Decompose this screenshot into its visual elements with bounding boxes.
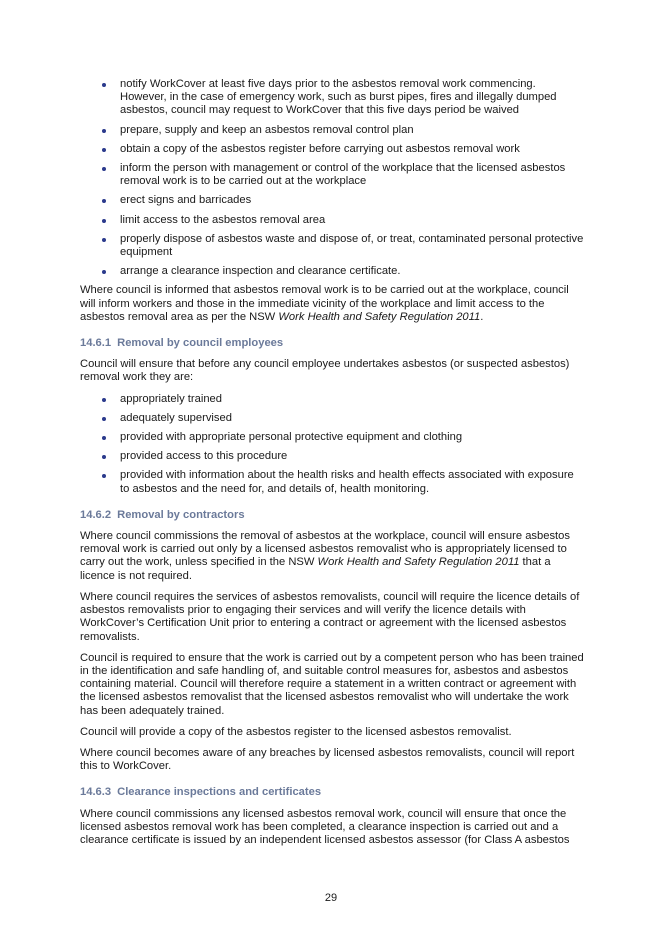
section-heading-contractors [80, 509, 585, 522]
regulation-citation: Work Health and Safety Regulation 2011 [278, 310, 481, 323]
list-item [80, 450, 585, 463]
list-item-text: adequately supervised [120, 411, 232, 424]
list-item-text: erect signs and barricades [120, 194, 252, 207]
section-title: Removal by contractors [117, 508, 245, 521]
bullet-icon [102, 270, 106, 274]
list-item-text: properly dispose of asbestos waste and dispose of, or treat, contaminated personal protective equipment [120, 232, 584, 259]
list-item [80, 78, 585, 118]
list-item-text: provided with information about the health risks and health effects associated with exposure to asbestos and the need for, and details of, health monitoring. [120, 469, 574, 495]
list-item [80, 469, 585, 495]
bullet-icon [102, 474, 106, 478]
document-page [80, 78, 585, 855]
bullet-icon [102, 398, 106, 402]
list-item-text: appropriately trained [120, 392, 222, 405]
inform-workers-paragraph: Where council is informed that asbestos removal work is to be carried out at the workplace, council will inform workers and those in the immediate vicinity of the workplace and limit access to the asbestos removal area as per the NSW Work Health and Safety Regulation 2011. [80, 284, 569, 323]
page-number: 29 [324, 892, 338, 904]
contractor-paragraph-4: Council will provide a copy of the asbestos register to the licensed asbestos removalist. [80, 725, 512, 738]
list-item [80, 412, 585, 425]
contractor-paragraph-3: Council is required to ensure that the work is carried out by a competent person who has been trained in the identification and safe handling of, and suitable control measures for, asbestos and asbestos containing material. Council will therefore require a statement in a written contract or agreement with the licensed asbestos removalist that the licensed asbestos removalist who will undertake the work has been adequately trained. [80, 651, 584, 717]
list-item-text: inform the person with management or control of the workplace that the licensed asbestos removal work is to be carried out at the workplace [120, 162, 566, 188]
list-item [80, 194, 585, 207]
bullet-icon [102, 417, 106, 421]
contractor-paragraph-1: Where council commissions the removal of asbestos at the workplace, council will ensure asbestos removal work is carried out only by a licensed asbestos removalist who is appropriately licensed to carry out the work, unless specified in the NSW Work Health and Safety Regulation 2011 that a licence is not required. [80, 530, 570, 582]
clearance-paragraph-1: Where council commissions any licensed asbestos removal work, council will ensure that once the licensed asbestos removal work has been completed, a clearance inspection is carried out and a clearance certificate is issued by an independent licensed asbestos assessor (for Class A asbestos [80, 807, 570, 846]
list-item [80, 214, 585, 227]
section-title: Removal by council employees [117, 337, 284, 350]
contractor-paragraph-2: Where council requires the services of asbestos removalists, council will require the licence details of asbestos removalists prior to engaging their services and will verify the licence details with WorkCover’s Certification Unit prior to entering a contract or agreement with the licensed asbestos removalists. [80, 590, 580, 643]
list-item-text: arrange a clearance inspection and clearance certificate. [120, 265, 401, 278]
list-item [80, 393, 585, 406]
list-item-text: obtain a copy of the asbestos register before carrying out asbestos removal work [120, 142, 520, 155]
bullet-icon [102, 129, 106, 133]
list-item [80, 265, 585, 278]
bullet-icon [102, 199, 106, 203]
bullet-icon [102, 167, 106, 171]
section-number: 14.6.2 [80, 508, 112, 521]
section-intro: Council will ensure that before any council employee undertakes asbestos (or suspected asbestos) removal work they are: [80, 358, 570, 384]
bullet-icon [102, 455, 106, 459]
bullet-icon [102, 238, 106, 242]
section-number: 14.6.3 [80, 786, 112, 799]
section-title: Clearance inspections and certificates [117, 786, 322, 799]
list-item [80, 143, 585, 156]
list-item [80, 233, 585, 259]
list-item [80, 431, 585, 444]
list-item [80, 124, 585, 137]
bullet-icon [102, 148, 106, 152]
section-number: 14.6.1 [80, 337, 112, 350]
list-item-text: notify WorkCover at least five days prior to the asbestos removal work commencing. However, in the case of emergency work, such as burst pipes, fires and illegally dumped asbestos, council may request to WorkCover that this five days period be waived [120, 78, 557, 117]
bullet-icon [102, 83, 106, 87]
list-item-text: provided with appropriate personal protective equipment and clothing [120, 431, 463, 444]
list-item [80, 162, 585, 188]
bullet-icon [102, 436, 106, 440]
section-heading-clearance [80, 786, 585, 799]
employee-requirements-list [80, 393, 585, 496]
list-item-text: limit access to the asbestos removal area [120, 213, 326, 226]
contractor-paragraph-5: Where council becomes aware of any breaches by licensed asbestos removalists, council will report this to WorkCover. [80, 746, 575, 773]
list-item-text: provided access to this procedure [120, 450, 288, 463]
removal-duties-list [80, 78, 585, 278]
list-item-text: prepare, supply and keep an asbestos removal control plan [120, 123, 414, 136]
regulation-citation: Work Health and Safety Regulation 2011 [317, 556, 520, 569]
section-heading-council-employees [80, 337, 585, 350]
bullet-icon [102, 219, 106, 223]
